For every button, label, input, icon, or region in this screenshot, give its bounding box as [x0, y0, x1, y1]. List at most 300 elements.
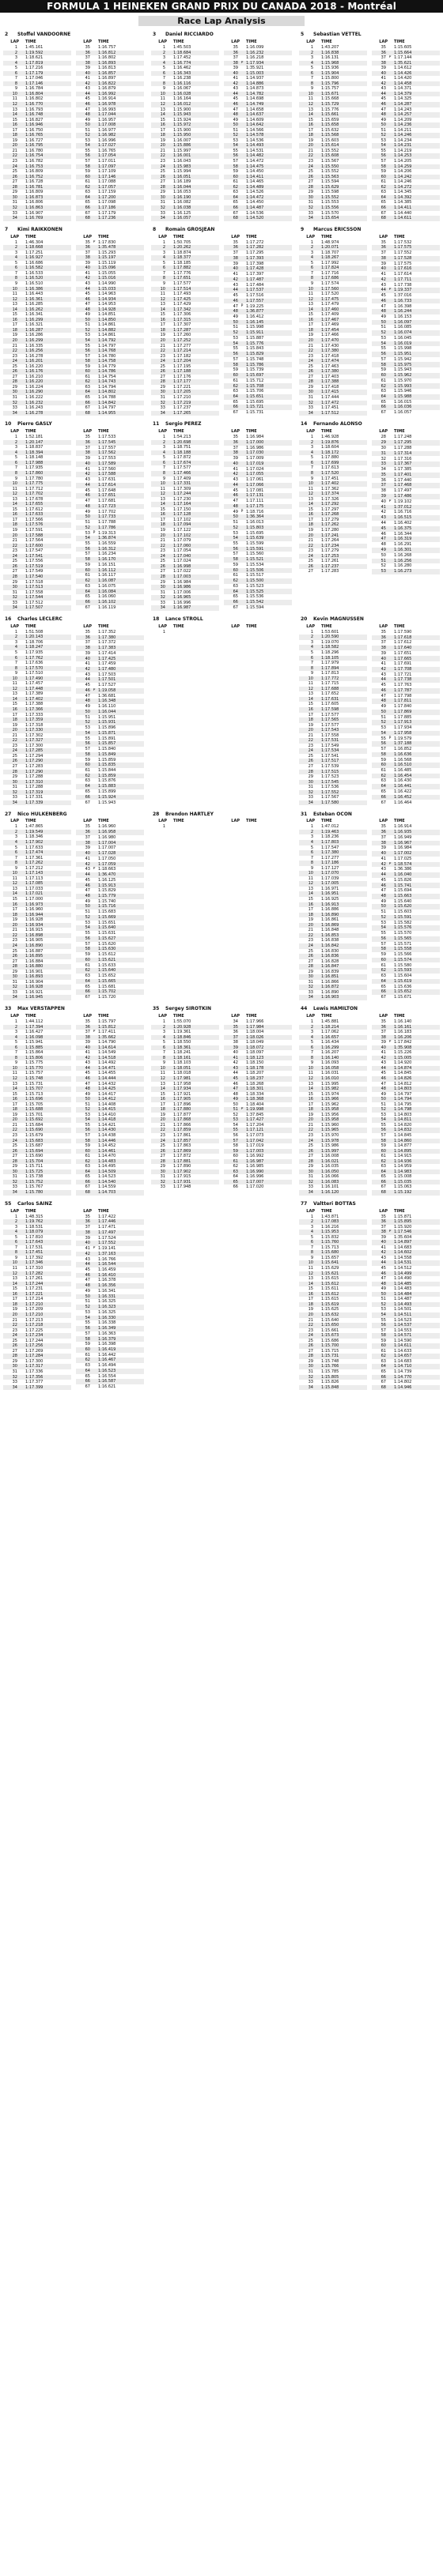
lap-time: 1:16.234	[98, 552, 116, 557]
lap-time: 1:15.835	[97, 763, 144, 768]
lap-row	[76, 952, 144, 958]
lap-time: 1:14.861	[98, 322, 116, 328]
driver-number: 7	[5, 226, 9, 232]
lap-time: 1:17.493	[173, 292, 191, 297]
lap-number: 61	[85, 179, 90, 185]
lap-number: 36	[372, 245, 388, 250]
lap-number: 17	[308, 1102, 313, 1107]
lap-row	[372, 400, 440, 405]
lap-time: 1:16.273	[392, 569, 440, 574]
lap-time: 1:17.487	[244, 277, 292, 283]
driver-panel	[3, 31, 144, 221]
lap-time: 1:18.123	[244, 1056, 292, 1061]
lap-time: 1:15.924	[173, 117, 191, 122]
lap-time: 1:17.869	[172, 1149, 219, 1154]
lap-number: 48	[372, 1087, 388, 1092]
lap-number: 45	[381, 96, 386, 102]
lap-row	[76, 774, 144, 779]
lap-time: 1:17.541	[321, 753, 339, 759]
driver-header	[151, 31, 292, 40]
lap-number: 9	[14, 476, 17, 481]
lap-number: 33	[12, 600, 17, 605]
lap-time: 1:15.966	[320, 1097, 367, 1102]
lap-number: 54	[76, 925, 92, 931]
lap-time: 1:15.576	[392, 925, 440, 931]
lap-time: 1:15.570	[394, 931, 412, 936]
lap-time: 1:16.001	[172, 153, 219, 159]
lap-time: 1:16.087	[97, 578, 144, 584]
lap-time: 1:16.216	[321, 1224, 339, 1230]
lap-table	[76, 1209, 144, 1391]
lap-number: 15	[160, 117, 165, 122]
lap-time: 1:18.837	[25, 445, 44, 450]
lap-time: 1:17.536	[321, 785, 339, 790]
lap-number: 20	[151, 143, 167, 149]
lap-number: 50	[224, 320, 240, 326]
lap-number: 7	[162, 270, 165, 276]
lap-row	[224, 488, 292, 494]
lap-number: 49	[85, 312, 90, 318]
lap-time: 1:14.272	[392, 185, 440, 190]
lap-time: 1:17.651	[97, 493, 144, 499]
lap-row	[224, 456, 292, 461]
lap-time: 1:17.905	[172, 1097, 219, 1102]
lap-row	[76, 1215, 144, 1220]
lap-time: 1:14.797	[394, 1091, 412, 1097]
time-column-header: TIME	[25, 429, 36, 435]
lap-number: 62	[224, 578, 240, 584]
lap-time: 1:14.797	[98, 343, 116, 348]
lap-number: 22	[3, 1323, 19, 1328]
lap-time: 1:17.418	[321, 353, 339, 359]
lap-time: 1:17.567	[321, 795, 339, 800]
lap-time: 1:17.221	[24, 1292, 71, 1297]
lap-time: 1:16.012	[172, 102, 219, 107]
lap-number: 15	[308, 117, 313, 122]
lap-time: 1:16.268	[394, 552, 412, 558]
lap-number: 37	[381, 834, 386, 840]
lap-number: 26	[299, 369, 315, 375]
lap-number: 14	[3, 697, 19, 702]
lap-number: 47	[85, 1081, 90, 1087]
lap-time: 1:15.686	[321, 1338, 339, 1343]
lap-number: 60	[76, 369, 92, 375]
lap-row	[372, 266, 440, 272]
lap-row	[76, 824, 144, 830]
lap-number: 31	[308, 1369, 313, 1374]
lap-number: 60	[372, 373, 388, 378]
lap-time: 1:17.428	[244, 266, 292, 272]
lap-number: 23	[308, 548, 313, 554]
lap-time: 1:14.955	[97, 411, 144, 416]
lap-time: 1:17.176	[173, 374, 191, 379]
lap-time: 1:17.315	[172, 318, 219, 323]
lap-time: 1:15.885	[24, 1045, 71, 1051]
lap-time: 1:14.698	[246, 96, 264, 102]
lap-number: 44	[224, 483, 240, 488]
lap-column-header: LAP	[83, 429, 92, 435]
lap-number: 50	[372, 122, 388, 128]
lap-time: 1:15.720	[98, 995, 116, 1000]
driver-name: Stoffel VANDOORNE	[17, 32, 71, 38]
lap-number: 12	[299, 1271, 315, 1277]
lap-number: 44	[372, 677, 388, 683]
lap-time: 1:16.151	[98, 562, 116, 567]
lap-time: 1:17.244	[24, 1282, 71, 1287]
lap-number: 51	[85, 714, 90, 720]
time-column-header: TIME	[246, 623, 257, 629]
lap-time: 1:17.885	[394, 714, 412, 720]
lap-time: 1:17.248	[394, 435, 412, 440]
lap-row	[76, 584, 144, 589]
lap-number: 65	[85, 594, 90, 600]
lap-time: 1:17.479	[321, 302, 339, 307]
lap-table-wrap	[3, 624, 144, 806]
lap-time: 1:17.356	[24, 1375, 71, 1380]
time-column-header: TIME	[25, 234, 36, 239]
lap-row	[372, 878, 440, 883]
lap-number: 2	[3, 635, 19, 640]
lap-time: 1:15.711	[25, 1164, 44, 1169]
lap-number: 9	[14, 1060, 17, 1066]
lap-number: 38	[76, 61, 92, 66]
lap-number: 11	[160, 1071, 165, 1076]
lap-time: 1:16.117	[98, 573, 116, 578]
lap-time: 1:16.822	[97, 81, 144, 87]
lap-time: 1:17.060	[172, 544, 219, 549]
lap-time: 1:17.261	[25, 1276, 44, 1282]
lap-number: 17	[308, 712, 313, 717]
lap-time: 1:17.414	[98, 650, 116, 656]
lap-number: 59	[381, 952, 386, 958]
lap-row	[372, 947, 440, 952]
lap-time: 1:16.007	[173, 137, 191, 143]
lap-number: 16	[151, 512, 167, 518]
lap-number: 20	[299, 1312, 315, 1318]
lap-time: 1:16.043	[173, 159, 191, 164]
lap-time: 1:46.928	[321, 435, 339, 440]
lap-number: 44	[224, 92, 240, 97]
lap-number: 50	[381, 552, 386, 558]
lap-time: 1:15.552	[320, 195, 367, 201]
lap-table	[151, 40, 219, 221]
lap-number: 58	[76, 557, 92, 563]
lap-number: 36	[76, 245, 92, 250]
lap-number: 37	[381, 1030, 386, 1035]
lap-column-header: LAP	[379, 623, 388, 629]
lap-number: 17	[308, 127, 313, 133]
lap-time: 1:14.417	[98, 1091, 116, 1097]
lap-number: 43	[372, 515, 388, 521]
lap-number: 58	[76, 1139, 92, 1144]
lap-time: 1:14.472	[246, 159, 264, 164]
lap-column-header: LAP	[158, 40, 167, 44]
lap-number: 6	[151, 71, 167, 77]
lap-number: 55	[85, 1122, 90, 1128]
lap-time: 1:14.614	[97, 1045, 144, 1051]
lap-number: 8	[3, 1056, 19, 1061]
lap-number: 25	[308, 559, 313, 564]
lap-number: 56	[76, 1128, 92, 1133]
lap-number: 36	[224, 51, 240, 56]
lap-row	[372, 835, 440, 841]
lap-time: 1:17.979	[321, 661, 339, 666]
lap-row	[76, 472, 144, 477]
lap-time: 1:14.549	[98, 1050, 116, 1056]
lap-number: 15	[12, 117, 17, 122]
lap-time: 1:14.526	[246, 190, 264, 195]
lap-number: 47	[233, 107, 238, 112]
lap-time: 1:17.339	[24, 800, 71, 806]
lap-time: 1:17.711	[392, 277, 440, 283]
lap-time: 1:17.921	[173, 1091, 191, 1097]
lap-time: 1:17.466	[321, 333, 339, 338]
lap-time: 1:16.935	[392, 830, 440, 835]
lap-number: 1	[310, 1214, 313, 1219]
lap-number: 3	[162, 55, 165, 61]
lap-number: 54	[372, 925, 388, 931]
lap-time: 1:15.864	[25, 1050, 44, 1056]
lap-time: 1:15.683	[98, 910, 116, 915]
lap-time: 1:17.537	[244, 288, 292, 293]
lap-row	[224, 216, 292, 221]
lap-row	[76, 1289, 144, 1294]
lap-row	[76, 704, 144, 710]
lap-time: 1:16.330	[97, 1316, 144, 1321]
lap-time: 1:16.443	[25, 292, 44, 297]
lap-row	[3, 800, 71, 806]
lap-time: 1:17.721	[394, 672, 412, 677]
lap-time: 1:16.957	[98, 117, 116, 122]
lap-time: 1:14.209	[394, 117, 412, 122]
lap-number: 49	[381, 898, 386, 904]
lap-table-wrap	[3, 235, 144, 416]
lap-number: 8	[151, 471, 167, 476]
lap-time: 1:17.738	[394, 282, 412, 288]
lap-time: 1:16.485	[394, 767, 412, 773]
lap-time: 1:15.968	[320, 61, 367, 66]
lap-time: 1:17.598	[320, 707, 367, 713]
lap-time: 1:17.580	[320, 800, 367, 806]
lap-number: 46	[76, 493, 92, 499]
lap-time: 1:17.633	[24, 512, 71, 518]
lap-number: 10	[299, 676, 315, 682]
lap-number: 20	[3, 338, 19, 344]
driver-header	[3, 1005, 144, 1014]
lap-time: 1:15.542	[244, 600, 292, 605]
lap-time: 1:36.874	[97, 536, 144, 541]
lap-table	[299, 1209, 367, 1391]
lap-row	[76, 974, 144, 979]
lap-number: 40	[372, 1240, 388, 1245]
lap-row	[372, 667, 440, 672]
lap-row	[76, 440, 144, 446]
lap-number: 3	[14, 1224, 17, 1230]
lap-time: 1:15.661	[321, 1328, 339, 1333]
lap-time: 1:18.874	[173, 250, 191, 255]
lap-time: 1:17.934	[244, 61, 292, 66]
lap-time: 1:16.341	[25, 312, 44, 318]
lap-number: 17	[160, 322, 165, 328]
lap-time: 1:17.915	[173, 1174, 191, 1180]
pit-marker: P	[93, 530, 96, 535]
lap-column-header: LAP	[306, 819, 315, 824]
lap-time: 1:14.531	[246, 148, 264, 153]
lap-time: 1:17.000	[25, 897, 44, 902]
lap-number: 61	[233, 378, 238, 383]
lap-time: 1:17.575	[392, 245, 440, 250]
lap-number: 61	[381, 378, 386, 383]
lap-time: 1:15.776	[244, 341, 292, 347]
lap-number: 24	[3, 554, 19, 559]
lap-row	[224, 383, 292, 389]
lap-row	[76, 446, 144, 451]
lap-number: 13	[12, 1276, 17, 1282]
lap-number: 23	[12, 353, 17, 359]
lap-number: 14	[3, 1282, 19, 1287]
lap-row	[372, 320, 440, 326]
lap-row	[224, 410, 292, 416]
pit-marker: P	[388, 861, 392, 866]
lap-number: 56	[372, 1128, 388, 1133]
lap-time: 1:17.127	[321, 865, 339, 871]
lap-number: 41	[233, 466, 238, 472]
lap-time: 1:15.665	[97, 979, 144, 985]
lap-time: 1:17.210	[24, 1312, 71, 1318]
lap-time: 1:17.546	[392, 1230, 440, 1235]
lap-time: 1:15.664	[392, 51, 440, 56]
lap-time: 1:17.094	[172, 522, 219, 528]
lap-time: 1:15.591	[244, 547, 292, 552]
lap-number: 51	[85, 322, 90, 328]
lap-time: 1:17.261	[321, 559, 339, 564]
lap-number: 14	[151, 1087, 167, 1092]
lap-number: 13	[12, 691, 17, 697]
lap-row	[299, 1385, 367, 1391]
lap-time: 1:15.636	[394, 984, 412, 989]
lap-time: 1:14.990	[98, 281, 116, 286]
lap-time: 1:14.485	[392, 1282, 440, 1287]
lap-time: 1:15.757	[25, 1071, 44, 1076]
lap-row	[372, 747, 440, 752]
lap-number: 25	[12, 753, 17, 759]
lap-number: 25	[12, 1338, 17, 1343]
lap-number: 47	[381, 107, 386, 112]
lap-number: 59	[85, 169, 90, 175]
lap-number: 36	[76, 51, 92, 56]
lap-number: 24	[3, 1139, 19, 1144]
lap-number: 15	[160, 1091, 165, 1097]
lap-number: 51	[85, 1102, 90, 1107]
lap-time: 1:15.962	[392, 373, 440, 378]
lap-number: 1	[14, 1214, 17, 1219]
lap-row	[372, 461, 440, 467]
lap-number: 7	[162, 465, 165, 471]
lap-time: 1:16.925	[321, 897, 339, 902]
lap-time: 1:16.299	[24, 338, 71, 344]
lap-time: 1:14.874	[392, 1066, 440, 1071]
lap-number: 24	[3, 359, 19, 364]
time-column-header: TIME	[246, 1013, 257, 1019]
lap-number: 39	[381, 261, 386, 266]
lap-time: 1:18.621	[25, 55, 44, 61]
lap-time: 1:14.851	[98, 312, 116, 318]
lap-row	[372, 256, 440, 262]
lap-number: 20	[3, 533, 19, 539]
lap-time: 1:17.285	[24, 748, 71, 754]
lap-number: 56	[76, 1326, 92, 1331]
lap-time: 1:15.033	[97, 287, 144, 292]
lap-number: 44	[224, 288, 240, 293]
lap-number: 53	[381, 920, 386, 925]
lap-time: 1:15.599	[246, 540, 264, 546]
lap-time: 1:18.268	[246, 1081, 264, 1087]
lap-number: 41	[372, 505, 388, 510]
lap-number: 55	[85, 931, 90, 936]
time-column-header: TIME	[321, 234, 332, 239]
lap-time: 1:17.444	[321, 395, 339, 400]
lap-time: 1:19.225	[246, 303, 264, 309]
lap-time: 1:15.552	[321, 169, 339, 175]
lap-time: 1:16.990	[244, 1169, 292, 1175]
lap-time: 1:17.934	[394, 725, 412, 731]
time-column-header: TIME	[25, 819, 36, 824]
lap-time: 1:17.574	[321, 281, 339, 286]
lap-time: 1:16.035	[321, 1164, 339, 1169]
time-column-header: TIME	[321, 429, 332, 435]
lap-time: 1:16.971	[321, 886, 339, 891]
lap-number: 50	[233, 1102, 238, 1107]
lap-number: 22	[3, 153, 19, 159]
lap-time: 1:15.605	[394, 45, 412, 50]
lap-time: 1:45.881	[321, 1019, 339, 1024]
lap-number: 12	[3, 881, 19, 887]
lap-time: 1:35.478	[97, 245, 144, 250]
lap-number: 6	[299, 461, 315, 466]
lap-time: 1:16.934	[24, 923, 71, 928]
lap-time: 1:17.283	[321, 569, 339, 574]
lap-number: 64	[76, 784, 92, 789]
lap-number: 60	[233, 1154, 238, 1159]
lap-number: 3	[310, 1030, 313, 1035]
lap-number: 53	[85, 1112, 90, 1117]
lap-time: 1:14.920	[394, 1060, 412, 1066]
lap-number: 33	[160, 1184, 165, 1190]
lap-time: 1:16.176	[24, 369, 71, 375]
lap-row	[76, 841, 144, 846]
lap-time: 1:14.790	[98, 1040, 116, 1045]
lap-time: 1:17.510	[25, 671, 44, 676]
lap-time: 1:16.112	[97, 568, 144, 574]
lap-time: 1:16.459	[98, 1267, 116, 1272]
lap-number: 37	[85, 1030, 90, 1035]
lap-row	[372, 979, 440, 985]
lap-time: 1:15.652	[98, 974, 116, 979]
lap-time: 1:36.364	[244, 514, 292, 520]
lap-time: 1:16.965	[172, 595, 219, 601]
lap-time: 1:16.886	[321, 907, 339, 913]
lap-time: 1:16.057	[172, 216, 219, 221]
lap-row	[224, 547, 292, 552]
lap-number: 40	[233, 1050, 238, 1056]
lap-row	[372, 931, 440, 936]
lap-row	[76, 477, 144, 483]
lap-row	[224, 477, 292, 483]
lap-table	[76, 40, 144, 221]
lap-number: 39	[85, 1235, 90, 1241]
driver-panel	[151, 810, 292, 1000]
driver-panel	[151, 226, 292, 416]
